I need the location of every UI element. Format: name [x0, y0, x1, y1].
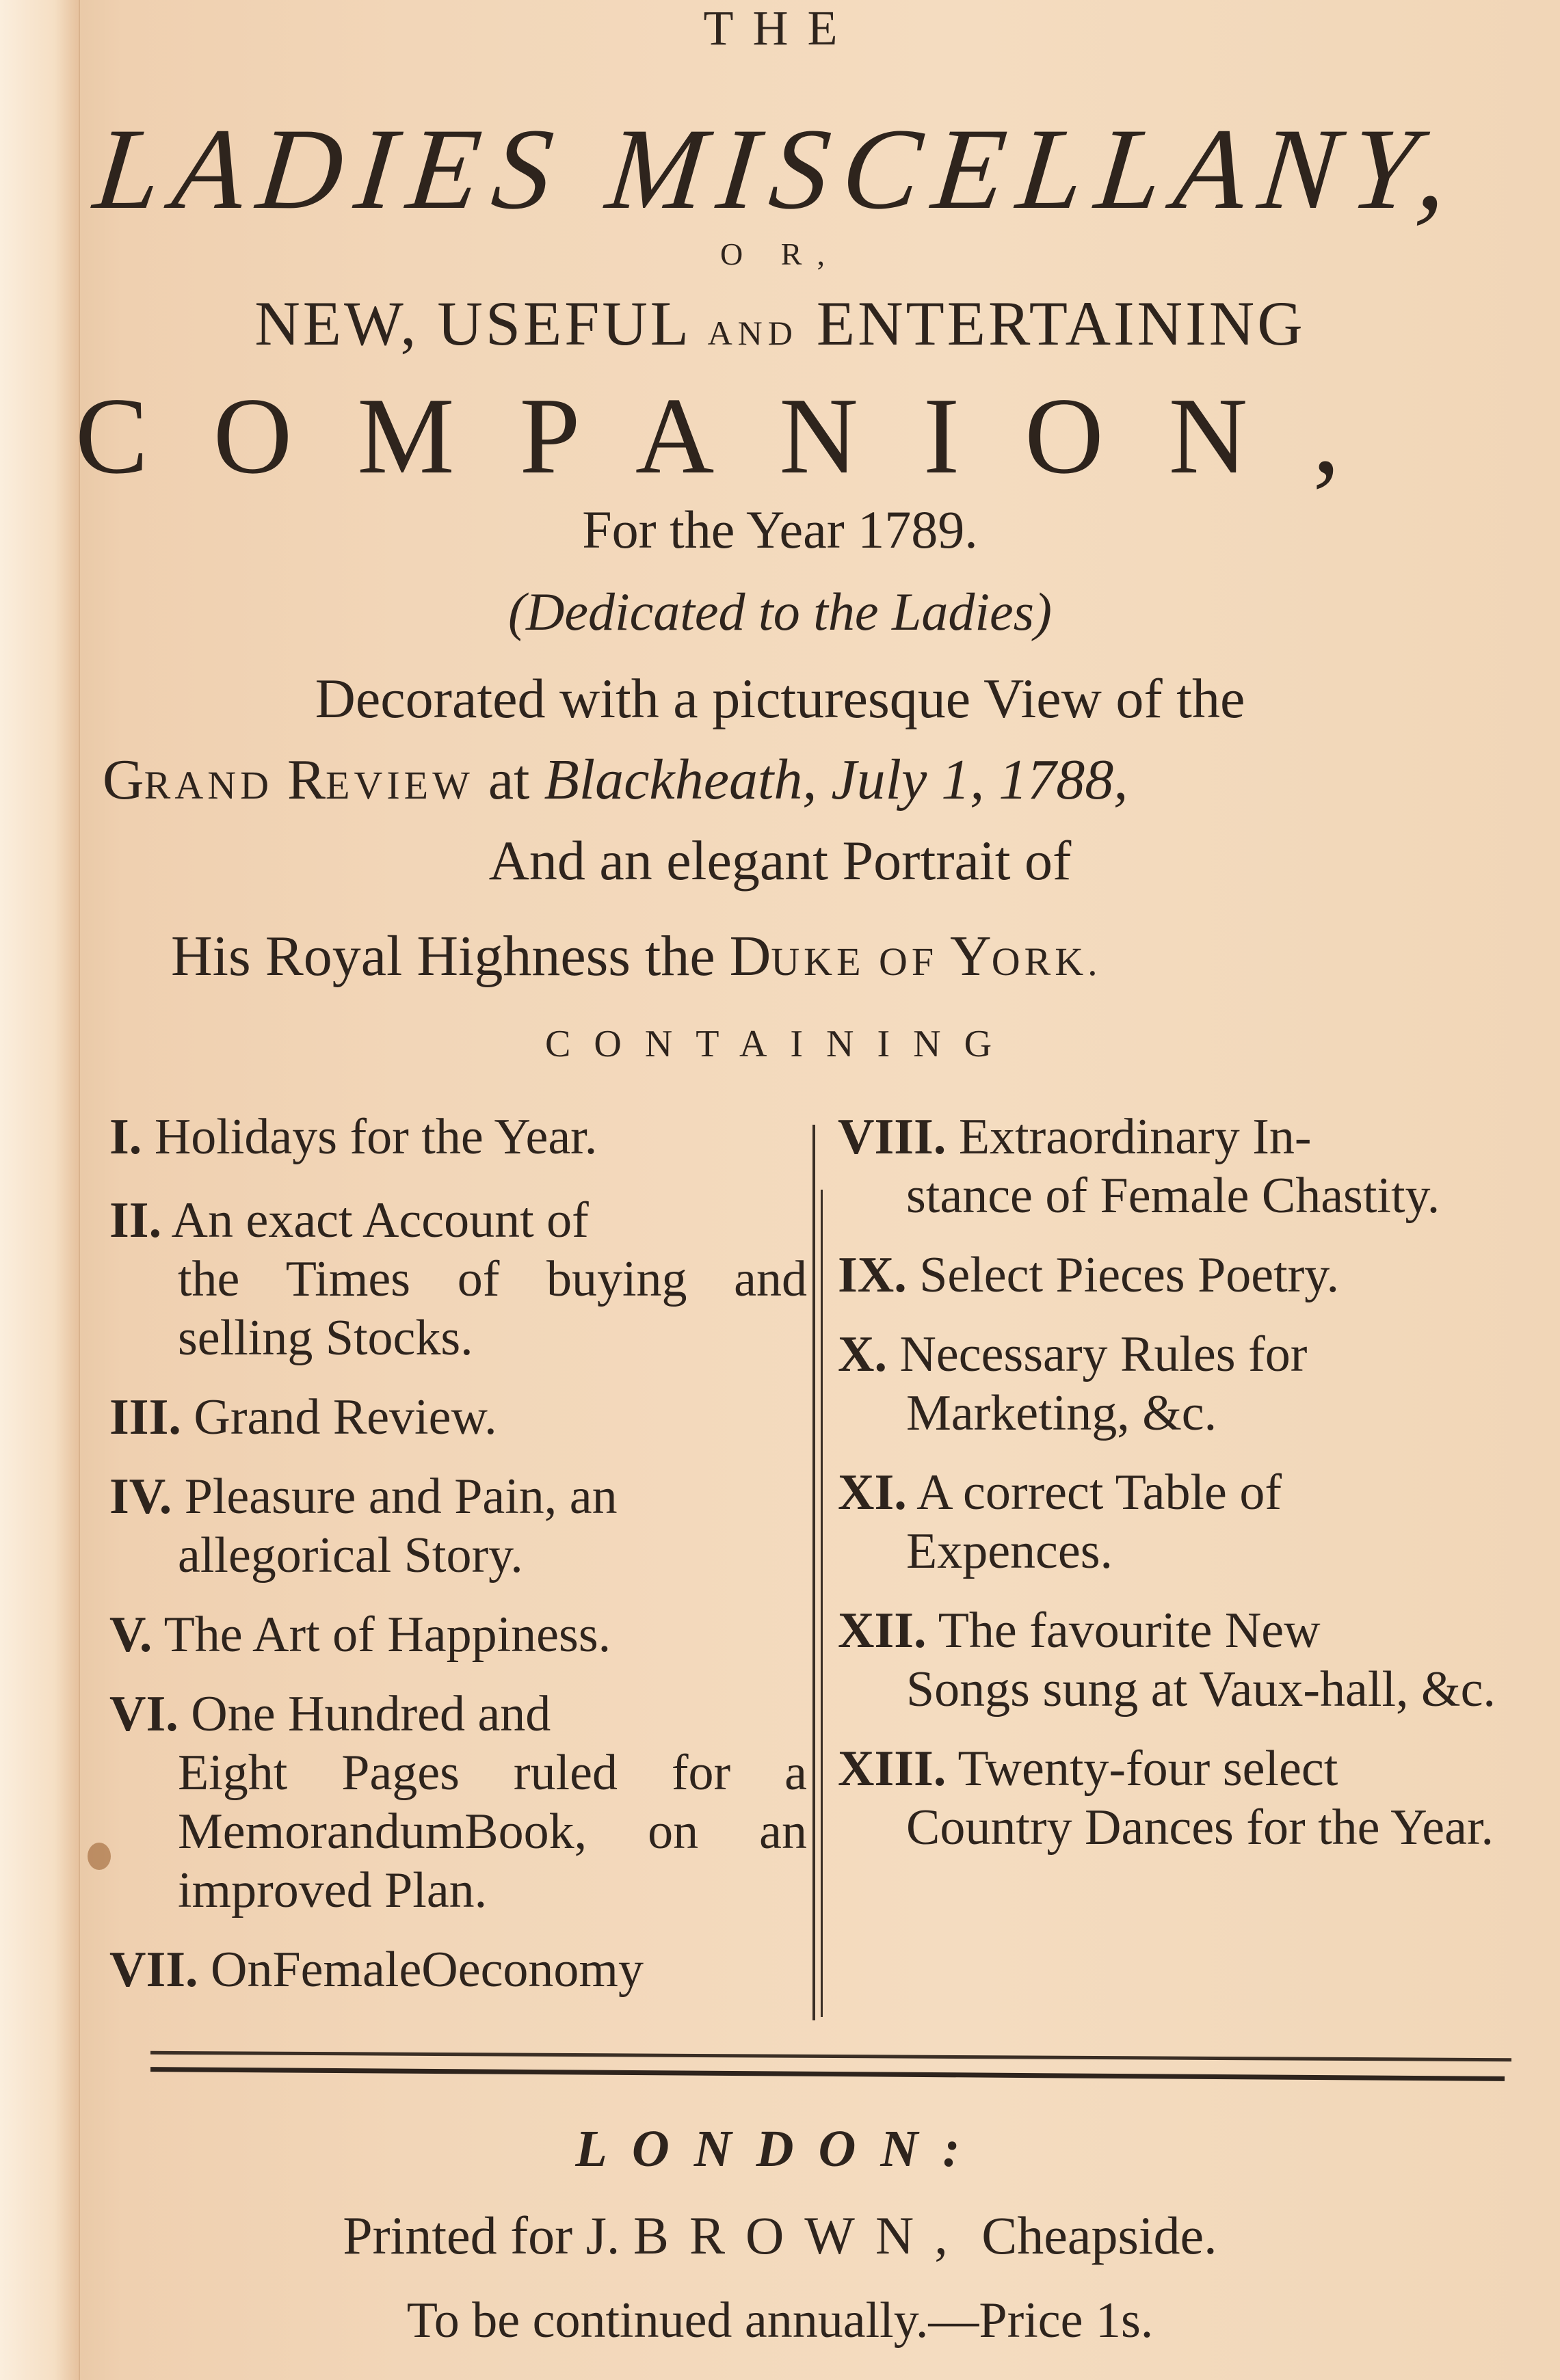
- item-text: A correct Table of: [916, 1465, 1282, 1521]
- double-rule-bottom: [150, 2067, 1505, 2081]
- contents-right-column: [838, 1108, 1529, 1877]
- item-text: The Art of Happiness.: [163, 1607, 611, 1663]
- item-continuation: Expences.: [906, 1523, 1113, 1579]
- grand-rest: RAND: [144, 763, 274, 807]
- item-number: III.: [109, 1389, 181, 1445]
- heading-the: THE: [703, 1, 857, 55]
- item-text: Select Pieces Poetry.: [919, 1247, 1340, 1303]
- item-text: The favourite New: [938, 1603, 1321, 1659]
- double-rule-top: [150, 2051, 1511, 2061]
- item-number: I.: [109, 1109, 142, 1165]
- item-number: XII.: [838, 1603, 927, 1659]
- containing-heading: CONTAINING: [544, 1023, 1016, 1065]
- book-title: LADIES MISCELLANY,: [89, 105, 1469, 233]
- item-number: IX.: [838, 1247, 907, 1303]
- review-rest: EVIEW: [326, 763, 474, 807]
- item-number: IV.: [109, 1469, 172, 1525]
- item-text: Holidays for the Year.: [154, 1109, 598, 1165]
- column-divider-inner: [821, 1190, 823, 2017]
- item-number: VI.: [109, 1686, 179, 1742]
- item-continuation: Eight Pages ruled for a MemorandumBook, on an improved Plan.: [178, 1745, 807, 1918]
- item-number: VIII.: [838, 1109, 947, 1165]
- decorated-line: Decorated with a picturesque View of the: [315, 667, 1245, 730]
- dedication-line: (Dedicated to the Ladies): [508, 582, 1052, 641]
- imprint-city: LONDON:: [575, 2120, 985, 2178]
- duke-rest: UKE OF: [771, 939, 938, 984]
- contents-item: [109, 1685, 807, 1920]
- item-number: XI.: [838, 1465, 907, 1521]
- item-text: One Hundred and: [191, 1686, 551, 1742]
- item-text: An exact Account of: [171, 1192, 589, 1248]
- item-continuation: Songs sung at Vaux-hall, &c.: [906, 1661, 1496, 1717]
- grand-initial: G: [103, 748, 144, 812]
- item-number: XIII.: [838, 1741, 947, 1797]
- contents-item: [109, 1605, 807, 1664]
- item-continuation: stance of Female Chastity.: [906, 1168, 1440, 1224]
- publisher-location: Cheapside.: [981, 2206, 1217, 2265]
- item-number: II.: [109, 1192, 162, 1248]
- york-initial: Y: [950, 924, 992, 988]
- his-royal-highness: His Royal Highness the: [171, 924, 715, 988]
- publisher-name: BROWN,: [633, 2206, 968, 2265]
- subtitle: [0, 287, 1560, 360]
- subtitle-pre: NEW, USEFUL: [254, 289, 689, 358]
- companion-heading: COMPANION,: [75, 375, 1405, 496]
- printed-for: Printed for J.: [343, 2206, 620, 2265]
- contents-item: [109, 1940, 807, 1999]
- subtitle-post: ENTERTAINING: [816, 289, 1306, 358]
- contents-item: [838, 1463, 1529, 1581]
- year-line: For the Year 1789.: [582, 500, 978, 559]
- york-rest: ORK.: [991, 939, 1102, 984]
- grand-review-line: [103, 747, 1539, 813]
- imprint-printer: [0, 2205, 1560, 2267]
- price-line: To be continued annually.—Price 1s.: [406, 2292, 1154, 2349]
- item-number: VII.: [109, 1942, 198, 1998]
- portrait-line: And an elegant Portrait of: [488, 829, 1072, 892]
- contents-item: [838, 1325, 1529, 1443]
- item-number: V.: [109, 1607, 153, 1663]
- item-text: Extraordinary In-: [958, 1109, 1312, 1165]
- contents-item: [109, 1108, 807, 1166]
- heading-or: O R,: [720, 237, 840, 271]
- contents-left-column: [109, 1108, 807, 2020]
- contents-item: [109, 1388, 807, 1447]
- duke-initial: D: [729, 924, 771, 988]
- item-text: OnFemaleOeconomy: [211, 1942, 644, 1998]
- item-text: Necessary Rules for: [899, 1326, 1308, 1382]
- column-divider: [812, 1125, 815, 2020]
- duke-of-york-line: [171, 923, 1470, 989]
- item-continuation: Country Dances for the Year.: [906, 1800, 1494, 1856]
- item-continuation: Marketing, &c.: [906, 1385, 1217, 1441]
- item-text: Pleasure and Pain, an: [184, 1469, 618, 1525]
- item-continuation: allegorical Story.: [178, 1527, 523, 1583]
- item-text: Grand Review.: [194, 1389, 497, 1445]
- contents-item: [838, 1108, 1529, 1225]
- blackheath-date: Blackheath, July 1, 1788,: [544, 748, 1128, 812]
- at-word: at: [488, 748, 530, 812]
- contents-item: [109, 1191, 807, 1367]
- contents-item: [838, 1246, 1529, 1305]
- item-number: X.: [838, 1326, 887, 1382]
- review-initial: R: [287, 748, 326, 812]
- subtitle-and: AND: [707, 314, 798, 352]
- ink-stain: [88, 1843, 111, 1870]
- contents-item: [109, 1467, 807, 1585]
- contents-item: [838, 1739, 1529, 1857]
- item-continuation: the Times of buying and selling Stocks.: [178, 1251, 807, 1366]
- contents-item: [838, 1601, 1529, 1719]
- item-text: Twenty-four select: [957, 1741, 1338, 1797]
